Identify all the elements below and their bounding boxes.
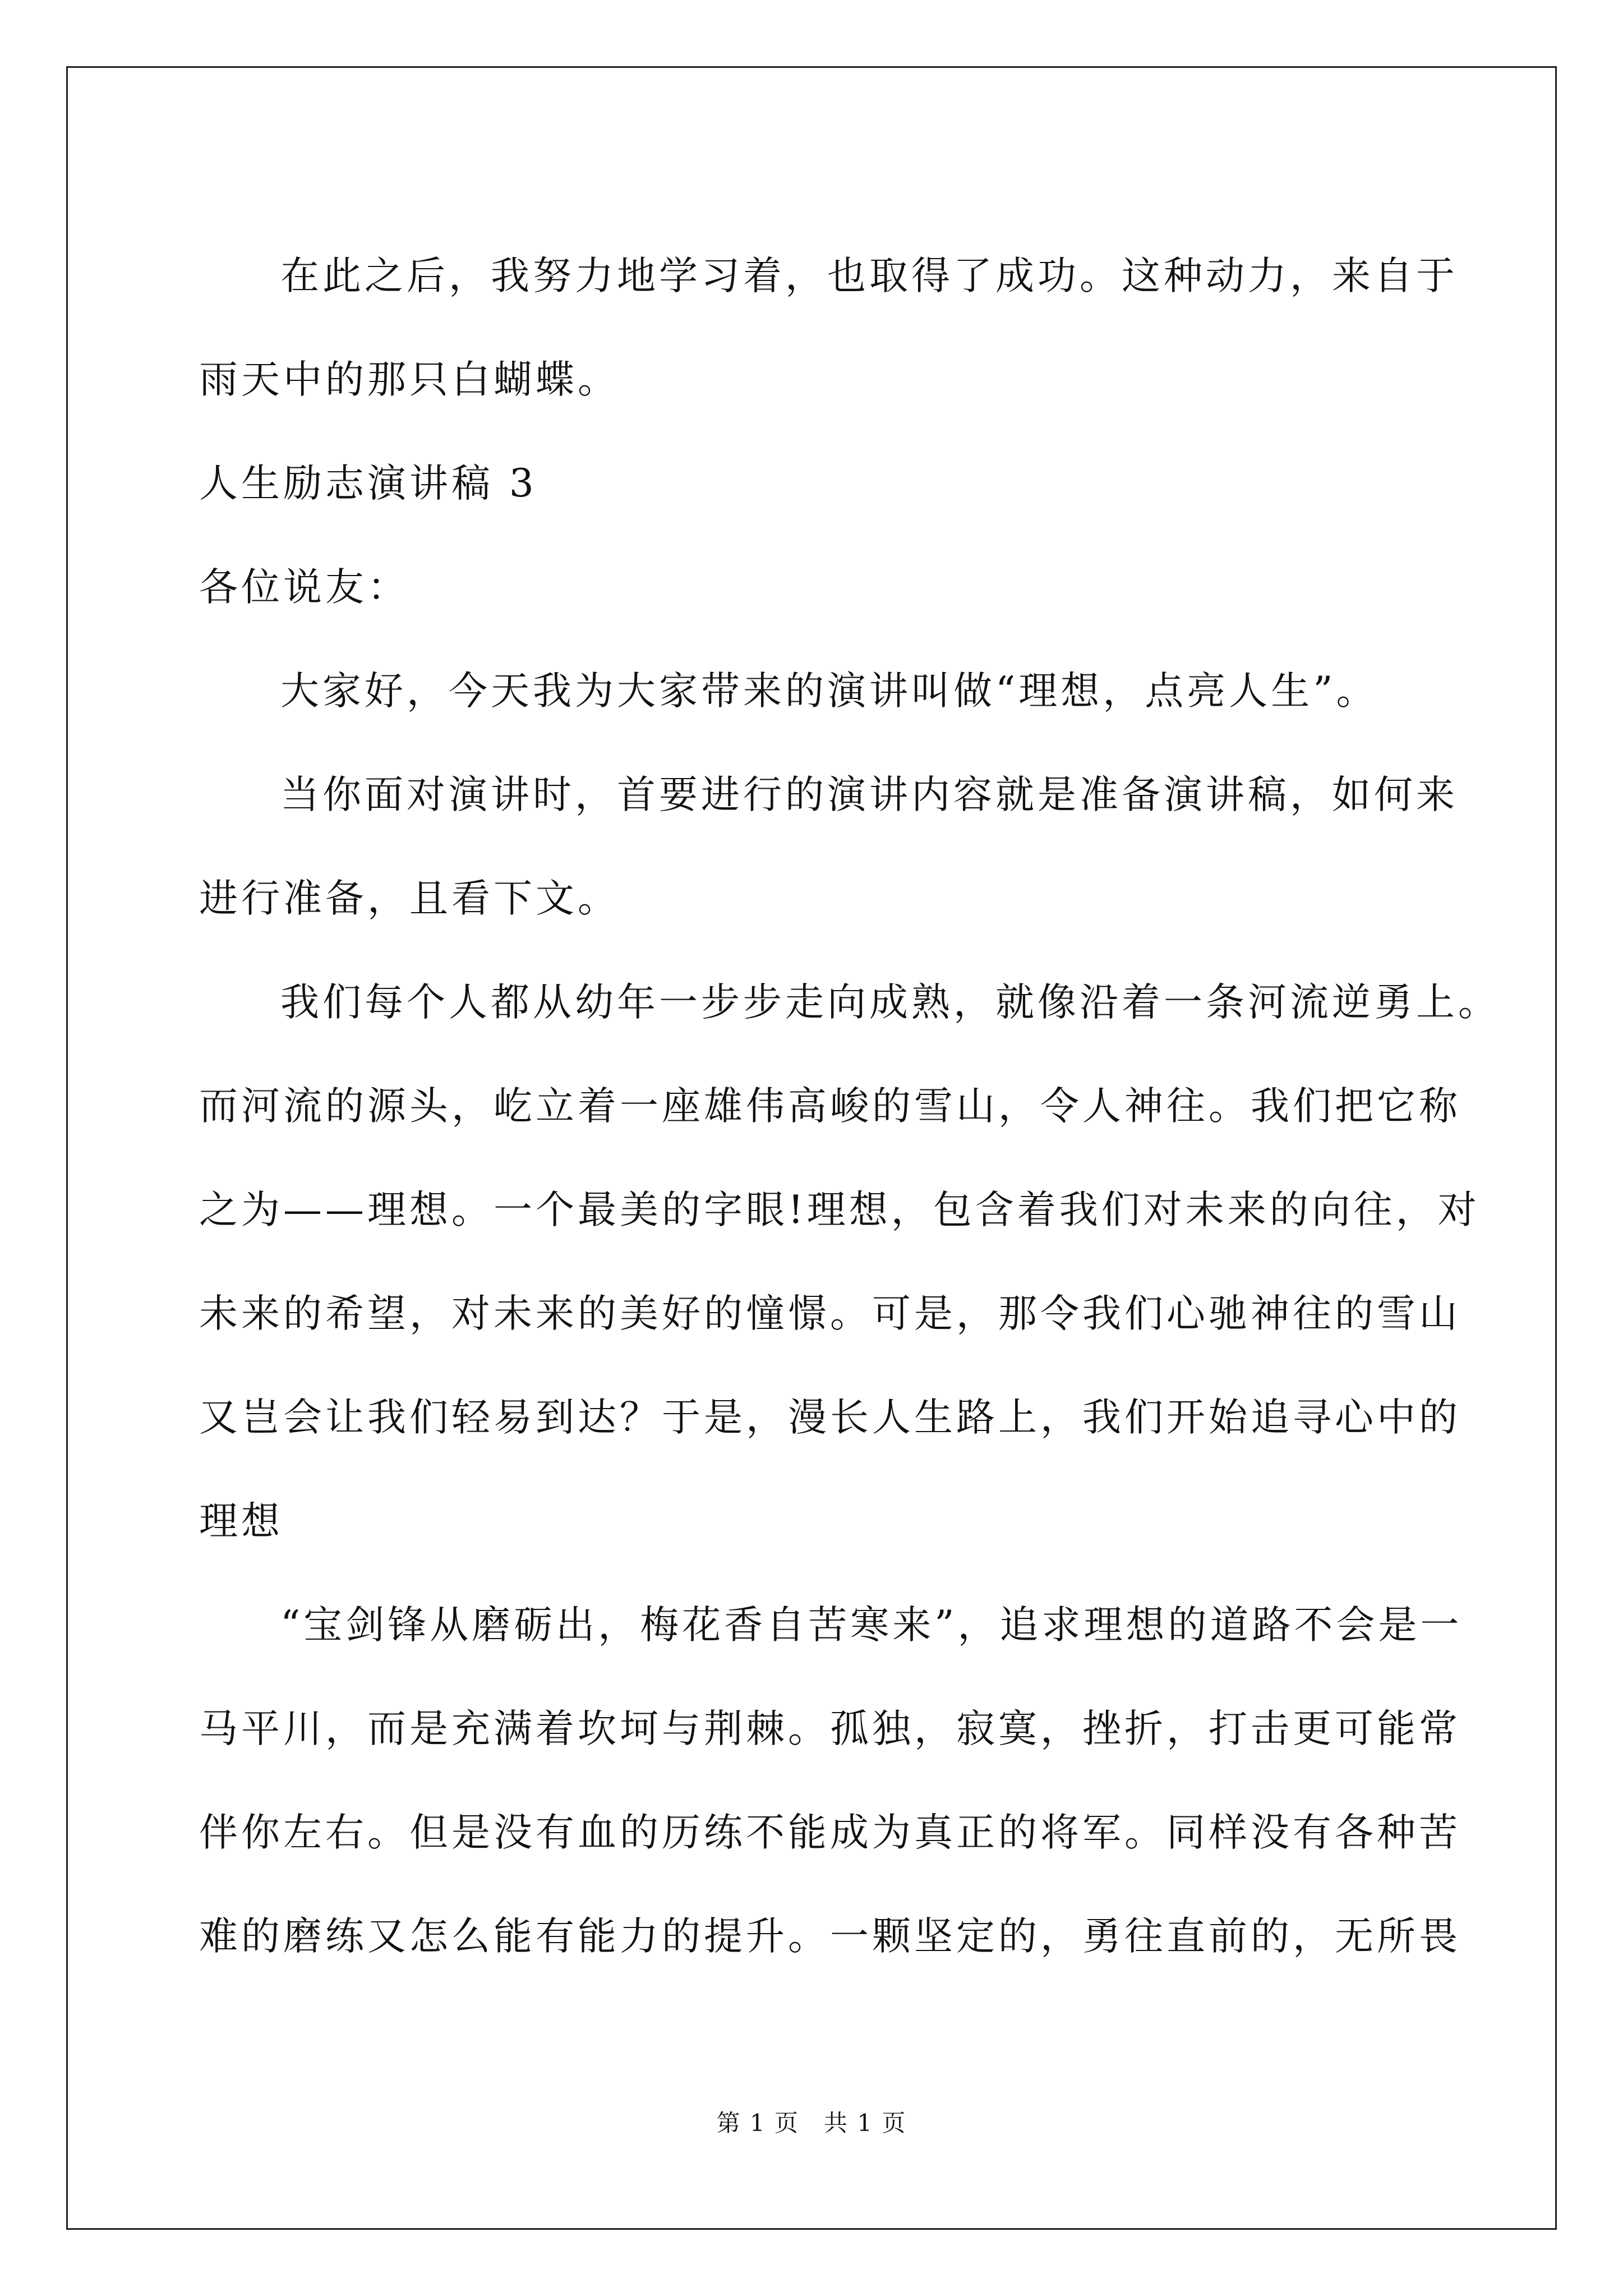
text-line: 马平川，而是充满着坎坷与荆棘。孤独，寂寞，挫折，打击更可能常 [199, 1706, 1461, 1751]
text-line: 未来的希望，对未来的美好的憧憬。可是，那令我们心驰神往的雪山 [199, 1291, 1461, 1336]
text-line: 理想 [199, 1499, 283, 1544]
text-line: 之为——理想。一个最美的字眼!理想，包含着我们对未来的向往，对 [199, 1188, 1480, 1232]
text-line: 我们每个人都从幼年一步步走向成熟，就像沿着一条河流逆勇上。 [280, 980, 1500, 1025]
page-number-footer: 第 1 页 共 1 页 [716, 2109, 907, 2137]
text-line: 进行准备，且看下文。 [199, 876, 620, 921]
text-line: 而河流的源头，屹立着一座雄伟高峻的雪山，令人神往。我们把它称 [199, 1084, 1461, 1129]
text-line: 伴你左右。但是没有血的历练不能成为真正的将军。同样没有各种苦 [199, 1810, 1461, 1855]
text-line: 又岂会让我们轻易到达？于是，漫长人生路上，我们开始追寻心中的 [199, 1395, 1461, 1440]
section-heading: 人生励志演讲稿 3 [199, 461, 537, 506]
salutation: 各位说友： [199, 565, 409, 610]
text-line: “宝剑锋从磨砺出，梅花香自苦寒来”，追求理想的道路不会是一 [280, 1603, 1463, 1648]
text-line: 雨天中的那只白蝴蝶。 [199, 357, 620, 402]
text-line: 大家好，今天我为大家带来的演讲叫做“理想，点亮人生”。 [280, 669, 1378, 714]
text-line: 难的磨练又怎么能有能力的提升。一颗坚定的，勇往直前的，无所畏 [199, 1914, 1461, 1959]
text-line: 当你面对演讲时，首要进行的演讲内容就是准备演讲稿，如何来 [280, 772, 1458, 817]
text-line: 在此之后，我努力地学习着，也取得了成功。这种动力，来自于 [280, 254, 1458, 298]
